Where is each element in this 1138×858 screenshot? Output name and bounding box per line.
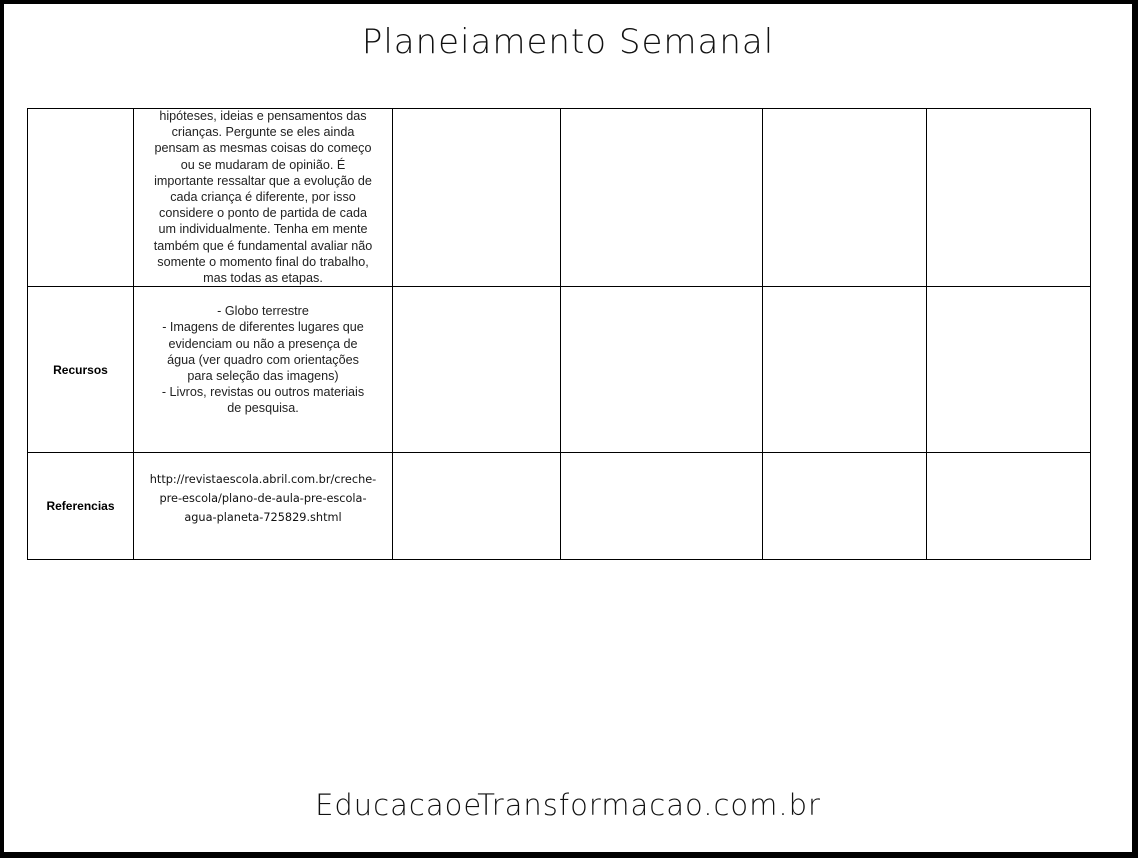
empty-cell xyxy=(927,453,1091,560)
empty-cell xyxy=(561,287,763,453)
table-row-referencias xyxy=(28,453,1091,560)
table-row-evaluation xyxy=(28,109,1091,287)
document-title: Planeiamento Semanal xyxy=(361,22,775,62)
text-line: também que é fundamental avaliar não xyxy=(153,238,373,253)
text-line: - Livros, revistas ou outros materiais xyxy=(161,385,365,400)
text-line: pensam as mesmas coisas do começo xyxy=(154,141,372,156)
text-line: hipóteses, ideias e pensamentos das xyxy=(159,109,367,123)
text-line: - Imagens de diferentes lugares que xyxy=(162,320,364,335)
empty-cell xyxy=(393,453,561,560)
text-line: evidenciam ou não a presença de xyxy=(168,336,358,351)
text-line: considere o ponto de partida de cada xyxy=(159,206,367,221)
empty-cell xyxy=(927,109,1091,287)
text-line: crianças. Pergunte se eles ainda xyxy=(171,125,355,140)
text-line: cada criança é diferente, por isso xyxy=(170,190,356,205)
empty-cell xyxy=(927,287,1091,453)
empty-cell xyxy=(393,109,561,287)
text-line: ou se mudaram de opinião. É xyxy=(180,157,346,172)
text-line: mas todas as etapas. xyxy=(203,271,323,286)
empty-cell xyxy=(561,453,763,560)
content-cell xyxy=(134,109,393,287)
empty-cell xyxy=(561,109,763,287)
empty-cell xyxy=(763,287,927,453)
content-cell xyxy=(134,287,393,453)
table-row-recursos xyxy=(28,287,1091,453)
empty-cell xyxy=(763,109,927,287)
row-label-cell xyxy=(28,287,134,453)
content-cell xyxy=(134,453,393,560)
text-line: para seleção das imagens) xyxy=(187,369,339,384)
reference-link xyxy=(134,470,392,527)
text-line: agua-planeta-725829.shtml xyxy=(184,511,342,525)
text-line: pre-escola/plano-de-aula-pre-escola- xyxy=(159,492,367,506)
text-line: - Globo terrestre xyxy=(217,304,309,319)
text-line: água (ver quadro com orientações xyxy=(167,352,359,367)
row-label-recursos: Recursos xyxy=(53,362,108,377)
evaluation-text xyxy=(134,108,392,286)
weekly-plan-table xyxy=(27,108,1091,560)
text-line: http://revistaescola.abril.com.br/creche- xyxy=(149,473,377,487)
text-line: um individualmente. Tenha em mente xyxy=(158,222,368,237)
row-label-cell xyxy=(28,109,134,287)
empty-cell xyxy=(763,453,927,560)
row-label-cell xyxy=(28,453,134,560)
recursos-text xyxy=(134,303,392,416)
text-line: somente o momento final do trabalho, xyxy=(157,254,369,269)
text-line: importante ressaltar que a evolução de xyxy=(154,173,372,188)
empty-cell xyxy=(393,287,561,453)
site-footer: EducacaoeTransformacao.com.br xyxy=(315,788,821,822)
row-label-referencias: Referencias xyxy=(46,499,115,514)
text-line: de pesquisa. xyxy=(227,401,299,416)
